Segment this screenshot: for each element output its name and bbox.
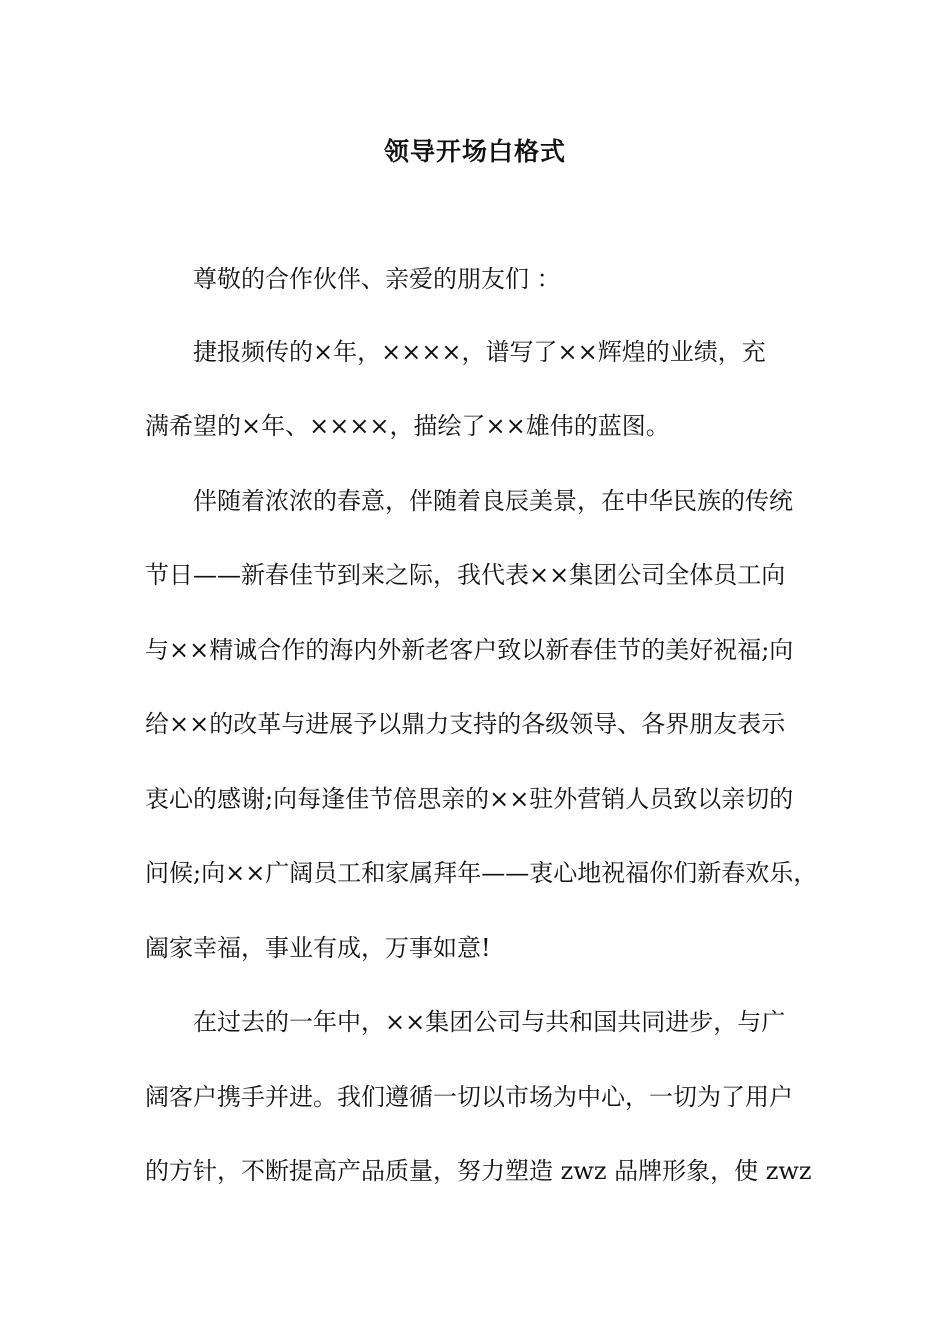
paragraph-line: 节日——新春佳节到来之际，我代表××集团公司全体员工向 bbox=[145, 561, 786, 589]
paragraph-salutation: 尊敬的合作伙伴、亲爱的朋友们 ： bbox=[193, 265, 561, 293]
paragraph-line: 捷报频传的×年，××××，谱写了××辉煌的业绩，充 bbox=[193, 338, 766, 366]
paragraph-line: 问候;向××广阔员工和家属拜年——衷心地祝福你们新春欢乐， bbox=[145, 859, 818, 887]
paragraph-line: 的方针，不断提高产品质量，努力塑造 zwz 品牌形象，使 zwz bbox=[145, 1157, 812, 1185]
paragraph-line: 衷心的感谢;向每逢佳节倍思亲的××驻外营销人员致以亲切的 bbox=[145, 785, 794, 813]
paragraph-line: 满希望的×年、××××，描绘了××雄伟的蓝图。 bbox=[145, 412, 670, 440]
paragraph-line: 在过去的一年中，××集团公司与共和国共同进步，与广 bbox=[193, 1008, 786, 1036]
paragraph-line: 与××精诚合作的海内外新老客户致以新春佳节的美好祝福;向 bbox=[145, 636, 794, 664]
paragraph-line: 阖家幸福，事业有成，万事如意! bbox=[145, 934, 491, 962]
paragraph-line: 阔客户携手并进。我们遵循一切以市场为中心，一切为了用户 bbox=[145, 1083, 793, 1111]
paragraph-line: 伴随着浓浓的春意，伴随着良辰美景，在中华民族的传统 bbox=[193, 487, 793, 515]
paragraph-line: 给××的改革与进展予以鼎力支持的各级领导、各界朋友表示 bbox=[145, 710, 786, 738]
document-title: 领导开场白格式 bbox=[383, 137, 566, 166]
